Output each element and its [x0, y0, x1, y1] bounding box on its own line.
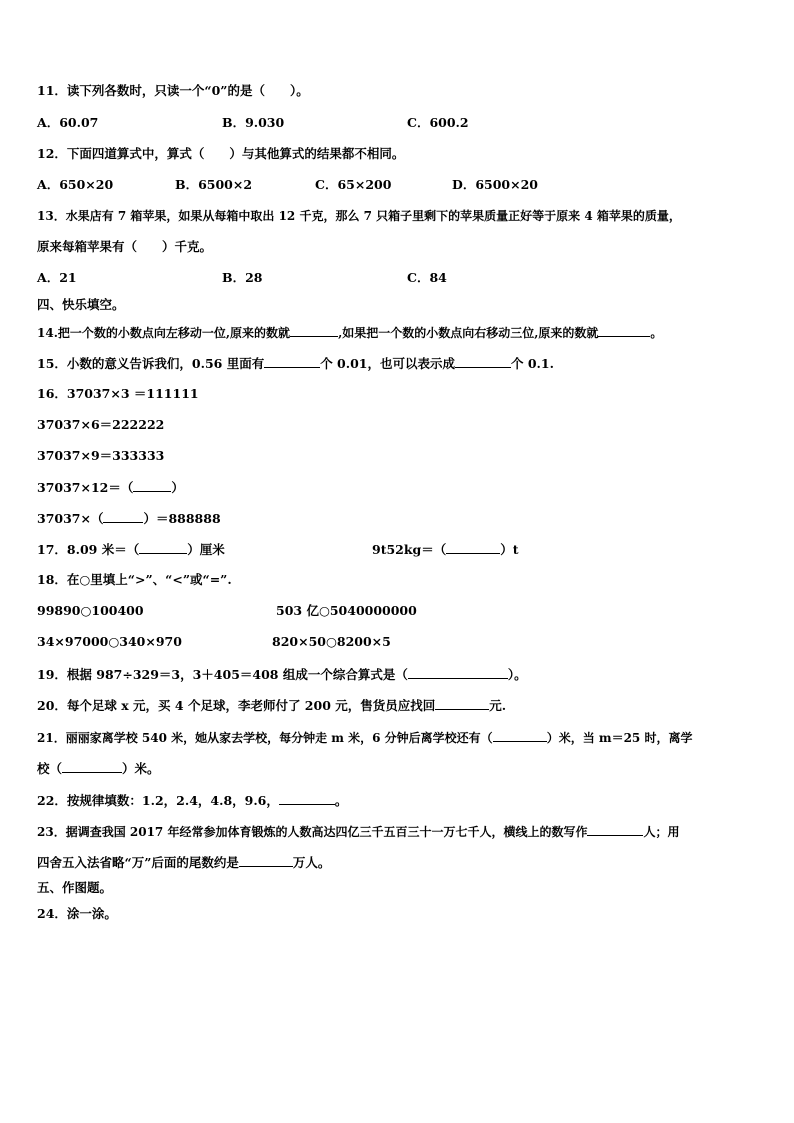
q21-line-2	[37, 760, 160, 777]
q11-stem: 11．读下列各数时，只读一个“0”的是（ ）。	[37, 83, 309, 98]
q16-line-5-left: 37037×（	[37, 511, 104, 526]
q16-blank-1[interactable]	[133, 479, 171, 492]
q11-option-a: A．60.07	[37, 115, 99, 130]
q19-blank[interactable]	[408, 666, 508, 679]
q12-options	[37, 177, 737, 193]
q19-text-b: ）。	[507, 667, 527, 682]
q13-stem-line1: 13．水果店有 7 箱苹果，如果从每箱中取出 12 千克，那么 7 只箱子里剩下的苹果质量正好等于原来 4 箱苹果的质量，	[37, 209, 681, 223]
q14-text-c: 。	[650, 326, 663, 340]
q23-text-a: 23．据调查我国 2017 年经常参加体育锻炼的人数高达四亿三千五百三十一万七千人，横线上的数写作	[37, 825, 588, 839]
q14-text-a: 14.把一个数的小数点向左移动一位,原来的数就	[37, 326, 291, 340]
q13-option-c: C．84	[407, 270, 447, 285]
q17-part-a	[37, 541, 225, 558]
q23-line-2	[37, 854, 330, 871]
q23-line-1	[37, 823, 679, 840]
q18-item-3: 34×97000○340×970	[37, 634, 182, 649]
q16-line-5	[37, 510, 221, 527]
q17-b-right: ）t	[500, 542, 519, 557]
q15-text-b: 个 0.01，也可以表示成	[320, 356, 455, 371]
q17-part-b	[372, 541, 519, 558]
q15-text-a: 15．小数的意义告诉我们，0.56 里面有	[37, 356, 265, 371]
section-4-heading: 四、快乐填空。	[37, 297, 125, 312]
q16-line-5-right: ）＝888888	[143, 511, 221, 526]
q13-option-a: A．21	[37, 270, 77, 285]
q14-blank-1[interactable]	[290, 324, 338, 337]
q21-line-1	[37, 729, 692, 746]
q13-option-b: B．28	[222, 270, 263, 285]
q16-line-4-left: 37037×12＝（	[37, 480, 134, 495]
q17-blank-2[interactable]	[446, 541, 500, 554]
q14-blank-2[interactable]	[598, 324, 650, 337]
q18-item-1: 99890○100400	[37, 603, 144, 618]
q21-blank-2[interactable]	[62, 760, 122, 773]
q23-text-c: 四舍五入法省略“万”后面的尾数约是	[37, 855, 239, 870]
q16-line-3: 37037×9＝333333	[37, 448, 165, 463]
q21-text-d: ）米。	[122, 761, 160, 776]
q16-line-1: 16．37037×3 ＝111111	[37, 386, 199, 401]
q20-blank[interactable]	[435, 697, 489, 710]
q22-text-a: 22．按规律填数：1.2，2.4，4.8，9.6，	[37, 793, 279, 808]
q21-text-c: 校（	[37, 761, 63, 776]
q11-option-b: B．9.030	[222, 115, 285, 130]
q15-blank-2[interactable]	[455, 355, 511, 368]
q23-blank-1[interactable]	[587, 823, 643, 836]
q13-options	[37, 270, 737, 286]
section-5-heading: 五、作图题。	[37, 880, 113, 895]
q17-b-left: 9t52kg＝（	[372, 542, 447, 557]
q17-blank-1[interactable]	[139, 541, 187, 554]
q11-option-c: C．600.2	[407, 115, 469, 130]
q15-blank-1[interactable]	[264, 355, 320, 368]
q14	[37, 324, 662, 341]
q16-blank-2[interactable]	[103, 510, 143, 523]
q21-text-a: 21．丽丽家离学校 540 米，她从家去学校，每分钟走 m 米，6 分钟后离学校还有（	[37, 731, 493, 745]
q18-stem: 18．在○里填上“>”、“<”或“=”.	[37, 572, 232, 587]
q18-item-4: 820×50○8200×5	[272, 634, 391, 649]
q23-blank-2[interactable]	[239, 854, 293, 867]
q22	[37, 792, 347, 809]
q23-text-b: 人；用	[643, 825, 680, 839]
q15-text-c: 个 0.1.	[511, 356, 554, 371]
q20-text-a: 20．每个足球 x 元，买 4 个足球，李老师付了 200 元，售货员应找回	[37, 698, 436, 713]
q21-text-b: ）米，当 m＝25 时，离学	[546, 731, 693, 745]
q12-option-c: C．65×200	[315, 177, 392, 192]
q16-line-4-right: ）	[171, 480, 184, 495]
q14-text-b: ,如果把一个数的小数点向右移动三位,原来的数就	[338, 326, 599, 340]
q24-stem: 24．涂一涂。	[37, 906, 117, 921]
q16-line-2: 37037×6＝222222	[37, 417, 165, 432]
q19	[37, 666, 527, 683]
q20-text-b: 元.	[489, 698, 507, 713]
q12-option-b: B．6500×2	[175, 177, 253, 192]
q12-stem: 12．下面四道算式中，算式（ ）与其他算式的结果都不相同。	[37, 146, 405, 161]
q23-text-d: 万人。	[292, 855, 331, 870]
q22-blank[interactable]	[279, 792, 335, 805]
q21-blank-1[interactable]	[493, 729, 547, 742]
q12-option-d: D．6500×20	[452, 177, 538, 192]
q20	[37, 697, 506, 714]
q19-text-a: 19．根据 987÷329＝3，3＋405＝408 组成一个综合算式是（	[37, 667, 408, 682]
q12-option-a: A．650×20	[37, 177, 114, 192]
q22-text-b: 。	[334, 793, 348, 808]
q16-line-4	[37, 479, 184, 496]
q11-options	[37, 115, 737, 131]
q13-stem-line2: 原来每箱苹果有（ ）千克。	[37, 239, 213, 254]
q18-item-2: 503 亿○5040000000	[276, 603, 417, 618]
q17-a-right: ）厘米	[187, 542, 225, 557]
q17-a-left: 17．8.09 米＝（	[37, 542, 140, 557]
q15	[37, 355, 554, 372]
